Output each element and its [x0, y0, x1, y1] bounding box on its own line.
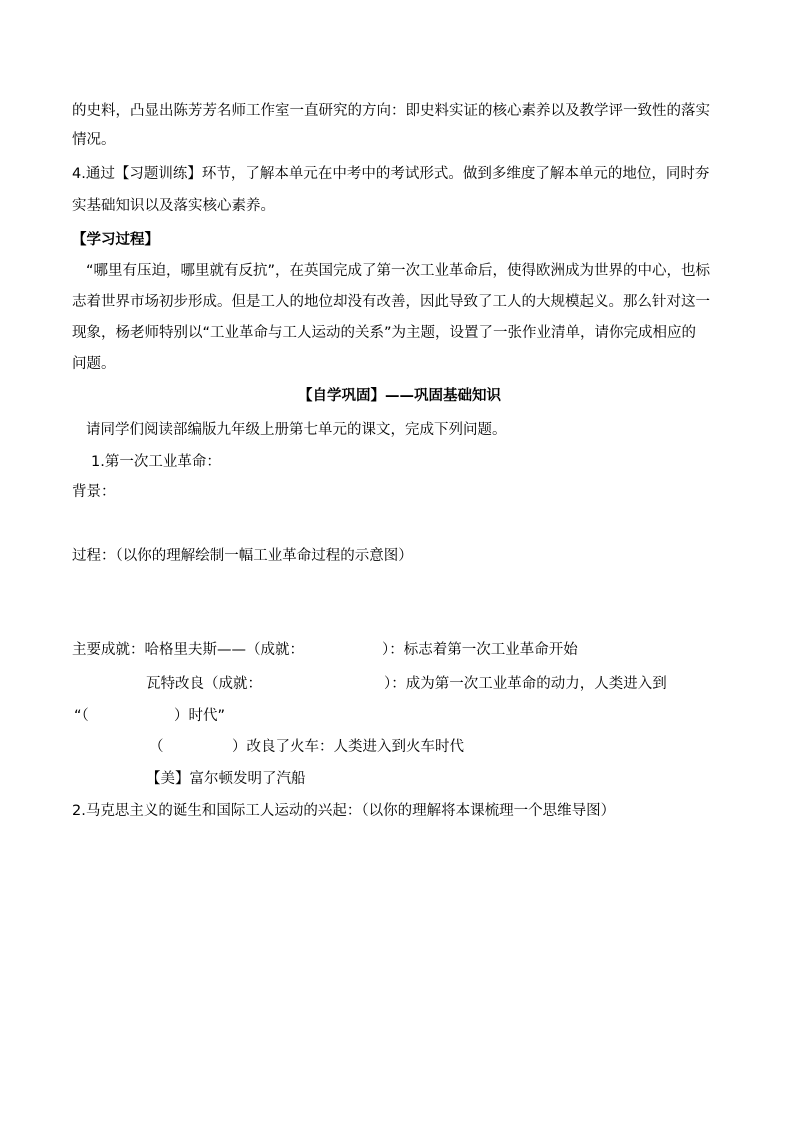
- intro-line-2: 情况。: [72, 132, 116, 148]
- achievements-line-1-a: 主要成就：哈格里夫斯——（成就：: [72, 642, 304, 658]
- achievements-line-4-b: ）改良了火车：人类进入到火车时代: [232, 739, 464, 755]
- process-label: 过程：（以你的理解绘制一幅工业革命过程的示意图）: [72, 548, 413, 564]
- question-1-title: 1.第一次工业革命：: [91, 454, 221, 470]
- process-paragraph-line-2: 志着世界市场初步形成。但是工人的地位却没有改善，因此导致了工人的大规模起义。那么针对这一: [72, 294, 710, 310]
- achievements-line-3-b: ）时代”: [174, 708, 226, 724]
- process-paragraph-line-3: 现象，杨老师特别以“工业革命与工人运动的关系”为主题，设置了一张作业清单，请你完成相应的: [72, 325, 697, 341]
- self-study-title: 【自学巩固】——巩固基础知识: [298, 388, 501, 404]
- achievements-line-4-a: （: [149, 739, 164, 755]
- process-paragraph-line-4: 问题。: [72, 356, 116, 372]
- background-label: 背景：: [72, 484, 116, 500]
- learning-process-heading: 【学习过程】: [72, 232, 159, 248]
- achievements-line-2-a: 瓦特改良（成就：: [146, 676, 262, 692]
- process-paragraph-line-1: “哪里有压迫，哪里就有反抗”，在英国完成了第一次工业革命后，使得欧洲成为世界的中心，也标: [86, 263, 711, 279]
- question-2-title: 2.马克思主义的诞生和国际工人运动的兴起：（以你的理解将本课梳理一个思维导图）: [72, 803, 616, 819]
- achievements-line-1-b: ）：标志着第一次工业革命开始: [382, 642, 578, 658]
- intro-line-1: 的史料，凸显出陈芳芳名师工作室一直研究的方向：即史料实证的核心素养以及教学评一致性的落实: [72, 103, 710, 119]
- achievements-line-2-b: ）：成为第一次工业革命的动力，人类进入到: [384, 676, 667, 692]
- achievements-line-3-a: “（: [74, 708, 89, 724]
- self-study-instruction: 请同学们阅读部编版九年级上册第七单元的课文，完成下列问题。: [86, 422, 507, 438]
- item4-line-2: 实基础知识以及落实核心素养。: [72, 198, 275, 214]
- achievements-line-5: 【美】富尔顿发明了汽船: [146, 771, 306, 787]
- item4-line-1: 4.通过【习题训练】环节，了解本单元在中考中的考试形式。做到多维度了解本单元的地位，同时夯: [72, 166, 710, 182]
